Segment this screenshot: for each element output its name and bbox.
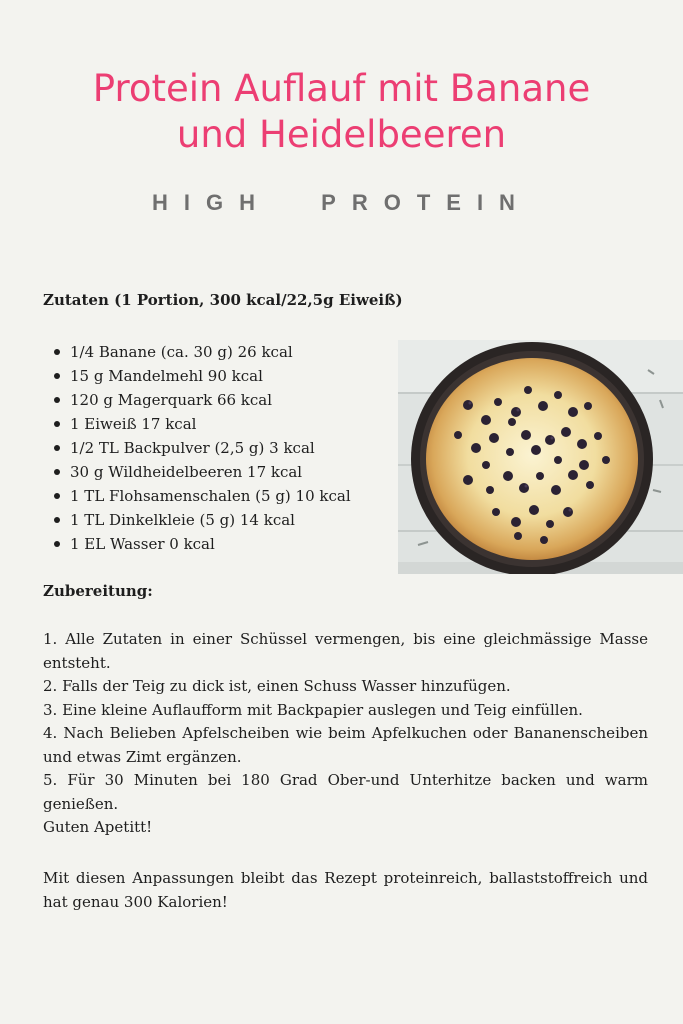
ingredient-item: 1 TL Dinkelkleie (5 g) 14 kcal: [46, 508, 351, 532]
ingredient-item: 120 g Magerquark 66 kcal: [46, 388, 351, 412]
ingredient-item: 1 TL Flohsamenschalen (5 g) 10 kcal: [46, 484, 351, 508]
preparation-signoff: Guten Apetitt!: [43, 818, 153, 836]
closing-note: Mit diesen Anpassungen bleibt das Rezept proteinreich, ballaststoffreich und hat genau 300 Kalorien!: [43, 869, 648, 911]
casserole-photo: [398, 340, 683, 574]
recipe-title-line-1: Protein Auflauf mit Banane: [92, 67, 591, 110]
ingredient-item: 1 EL Wasser 0 kcal: [46, 532, 351, 556]
ingredient-item: 1 Eiweiß 17 kcal: [46, 412, 351, 436]
recipe-title-line-2: und Heidelbeeren: [176, 113, 507, 156]
recipe-subtitle: HIGH PROTEIN: [152, 190, 531, 215]
ingredient-item: 15 g Mandelmehl 90 kcal: [46, 364, 351, 388]
ingredient-item: 1/2 TL Backpulver (2,5 g) 3 kcal: [46, 436, 351, 460]
ingredients-heading: Zutaten (1 Portion, 300 kcal/22,5g Eiweiß): [43, 291, 403, 309]
recipe-title: [0, 66, 683, 158]
ingredient-item: 1/4 Banane (ca. 30 g) 26 kcal: [46, 340, 351, 364]
preparation-steps: [43, 628, 648, 840]
ingredient-item: 30 g Wildheidelbeeren 17 kcal: [46, 460, 351, 484]
ingredients-list: [46, 340, 351, 556]
preparation-step: 4. Nach Belieben Apfelscheiben wie beim Apfelkuchen oder Bananenscheiben und etwas Zimt ergänzen.: [43, 724, 648, 766]
casserole-illustration: [398, 340, 683, 574]
preparation-step: 2. Falls der Teig zu dick ist, einen Schuss Wasser hinzufügen.: [43, 677, 511, 695]
preparation-step: 1. Alle Zutaten in einer Schüssel vermengen, bis eine gleichmässige Masse entsteht.: [43, 630, 648, 672]
preparation-heading: Zubereitung:: [43, 582, 153, 600]
preparation-step: 3. Eine kleine Auflaufform mit Backpapier auslegen und Teig einfüllen.: [43, 700, 583, 719]
preparation-step: 5. Für 30 Minuten bei 180 Grad Ober-und Unterhitze backen und warm genießen.: [43, 771, 648, 813]
